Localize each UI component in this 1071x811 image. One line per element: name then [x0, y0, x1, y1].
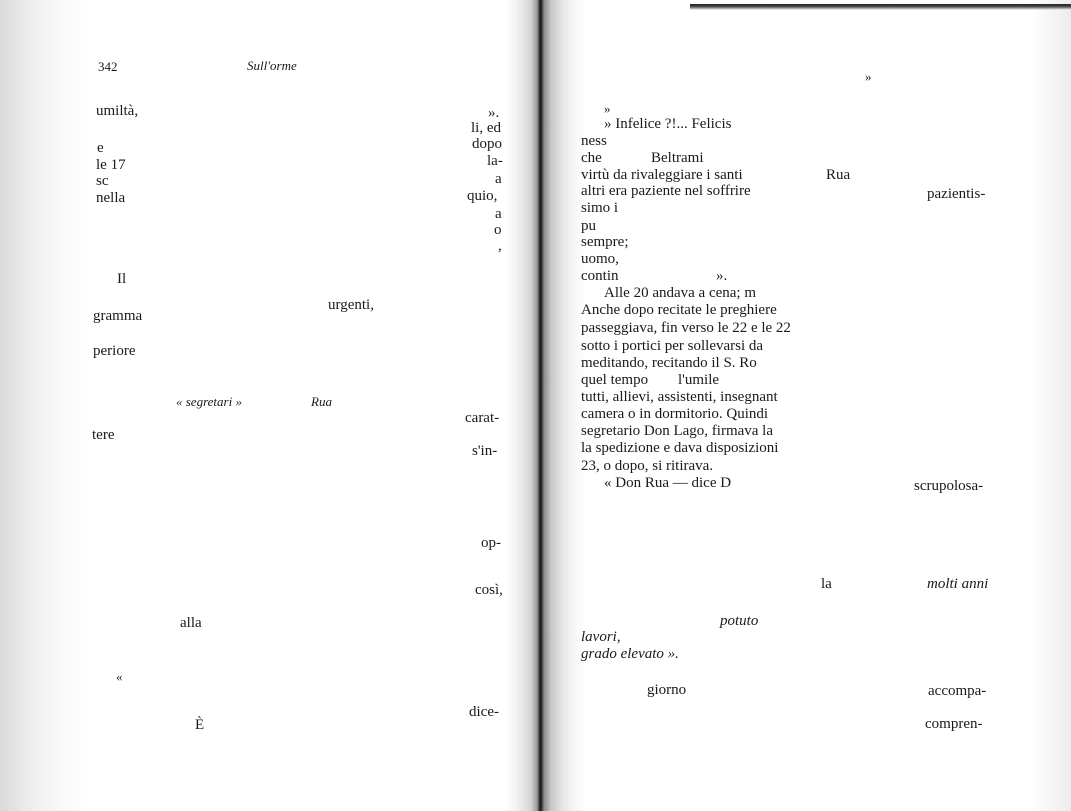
text-fragment: dopo [472, 136, 502, 152]
text-line: l'umile [678, 372, 720, 388]
text-fragment: ». [488, 105, 500, 121]
text-line: molti anni [927, 576, 989, 592]
text-line: uomo, [581, 251, 619, 267]
text-line: la spedizione e dava disposizioni [581, 440, 779, 456]
text-fragment: op- [481, 535, 501, 551]
text-line: « Don Rua — dice D [604, 475, 732, 491]
text-line: la [821, 576, 832, 592]
text-line: Beltrami [651, 150, 704, 166]
text-line: Alle 20 andava a cena; m [604, 285, 757, 301]
text-fragment: quio, [467, 188, 498, 204]
header-mark: » [865, 69, 872, 84]
text-line: segretario Don Lago, firmava la [581, 423, 774, 439]
text-fragment: periore [93, 343, 136, 359]
text-fragment: Rua [311, 394, 332, 409]
text-line: ». [716, 268, 728, 284]
running-head: Sull'orme [247, 58, 297, 73]
text-fragment: È [195, 717, 205, 733]
text-line: quel tempo [581, 372, 649, 388]
text-line: virtù da rivaleggiare i santi [581, 167, 743, 183]
text-fragment: tere [92, 427, 115, 443]
text-line: ness [581, 133, 607, 149]
text-line: passeggiava, fin verso le 22 e le 22 [581, 320, 791, 336]
text-line: pu [581, 218, 596, 234]
text-line: compren- [925, 716, 983, 732]
text-line: giorno [647, 682, 687, 698]
text-fragment: « [116, 669, 123, 684]
text-fragment: Il [117, 271, 127, 287]
text-line: potuto [720, 613, 759, 629]
text-line: pazientis- [927, 186, 986, 202]
text-fragment: sc [96, 173, 109, 189]
book-gutter [505, 0, 585, 811]
text-line: contin [581, 268, 619, 284]
text-fragment: alla [180, 615, 202, 631]
scan-edge-top [690, 4, 1071, 10]
text-fragment: umiltà, [96, 103, 139, 119]
text-fragment: a [495, 171, 502, 187]
text-fragment: e [97, 140, 104, 156]
text-fragment: gramma [93, 308, 143, 324]
text-fragment: dice- [469, 704, 499, 720]
text-fragment: li, ed [471, 120, 501, 136]
text-line: scrupolosa- [914, 478, 984, 494]
text-line: lavori, [581, 629, 621, 645]
scan-shadow-right [1031, 0, 1071, 811]
text-line: » Infelice ?!... Felicis [604, 116, 732, 132]
text-line: che [581, 150, 602, 166]
text-fragment: , [498, 238, 502, 254]
text-line: camera o in dormitorio. Quindi [581, 406, 769, 422]
text-line: altri era paziente nel soffrire [581, 183, 751, 199]
text-line: 23, o dopo, si ritirava. [581, 458, 714, 474]
text-fragment: nella [96, 190, 126, 206]
text-line: meditando, recitando il S. Ro [581, 355, 757, 371]
text-fragment: così, [475, 582, 503, 598]
text-line: Rua [826, 167, 851, 183]
text-fragment: « segretari » [176, 394, 242, 409]
text-line: » [604, 101, 611, 116]
scan-shadow-left [0, 0, 90, 811]
text-fragment: le 17 [96, 157, 126, 173]
text-line: Anche dopo recitate le preghiere [581, 302, 777, 318]
text-fragment: la- [487, 153, 503, 169]
text-line: accompa- [928, 683, 987, 699]
text-fragment: a [495, 206, 502, 222]
text-fragment: urgenti, [328, 297, 374, 313]
text-line: tutti, allievi, assistenti, insegnant [581, 389, 778, 405]
text-fragment: s'in- [472, 443, 498, 459]
text-line: grado elevato ». [581, 646, 679, 662]
text-line: sempre; [581, 234, 629, 250]
page-number: 342 [98, 59, 118, 74]
text-fragment: o [494, 222, 502, 238]
text-fragment: carat- [465, 410, 500, 426]
text-line: sotto i portici per sollevarsi da [581, 338, 764, 354]
text-line: simo i [581, 200, 619, 216]
